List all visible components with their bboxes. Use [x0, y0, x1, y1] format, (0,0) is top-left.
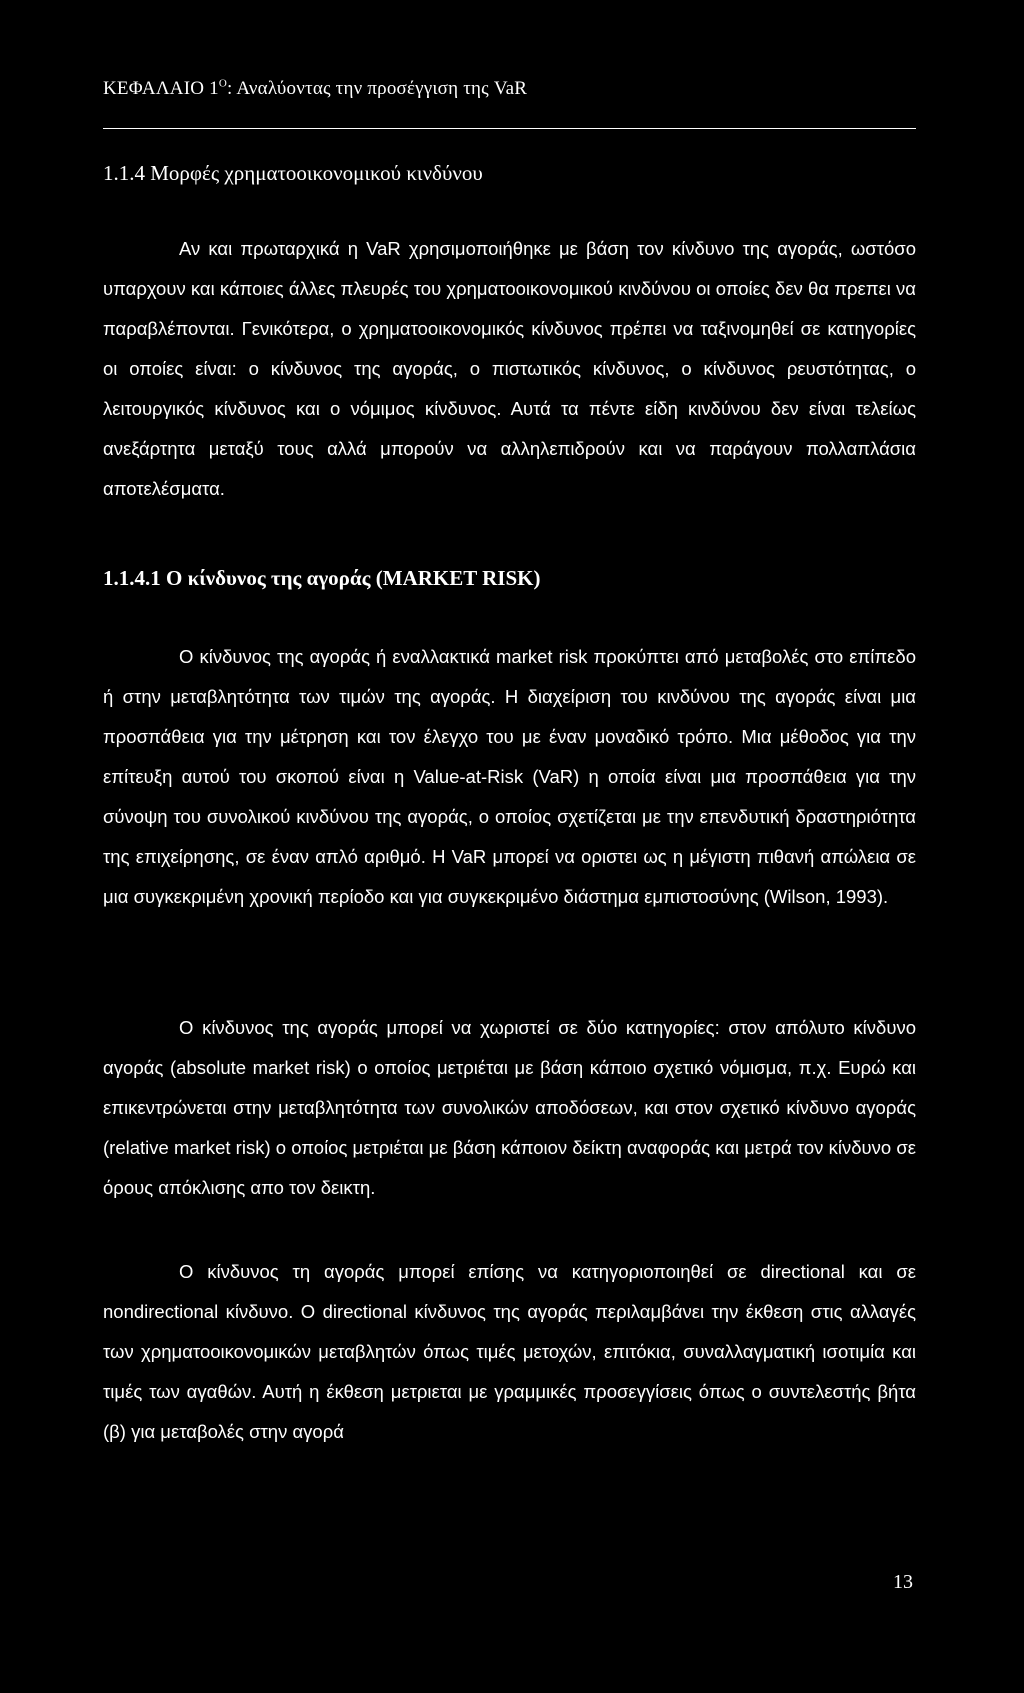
subsection-paragraph-2: Ο κίνδυνος της αγοράς μπορεί να χωριστεί σε δύο κατηγορίες: στον απόλυτο κίνδυνο αγοράς (absolute market risk) ο οποίος μετριέται με βάση κάποιο σχετικό νόμισμα, π.χ. Ευρώ και επικεντρώνεται στην μεταβλητότητα των συνολικών αποδόσεων, και στον σχετικό κίνδυνο αγοράς (relative market risk) ο οποίος μετριέται με βάση κάποιον δείκτη αναφοράς και μετρά τον κίνδυνο σε όρους απόκλισης απο τον δεικτη. [103, 1017, 916, 1198]
subsection-heading: 1.1.4.1 Ο κίνδυνος της αγοράς (MARKET RISK) [103, 566, 541, 590]
section-heading: 1.1.4 Μορφές χρηματοοικονομικού κινδύνου [103, 161, 483, 185]
section-paragraph: Αν και πρωταρχικά η VaR χρησιμοποιήθηκε με βάση τον κίνδυνο της αγοράς, ωστόσο υπαρχουν και κάποιες άλλες πλευρές του χρηματοοικονομικού κινδύνου οι οποίες δεν θα πρεπει να παραβλέπονται. Γενικότερα, ο χρηματοοικονομικός κίνδυνος πρέπει να ταξινομηθεί σε κατηγορίες οι οποίες είναι: ο κίνδυνος της αγοράς, ο πιστωτικός κίνδυνος, ο κίνδυνος ρευστότητας, ο λειτουργικός κίνδυνος και ο νόμιμος κίνδυνος. Αυτά τα πέντε είδη κινδύνου δεν είναι τελείως ανεξάρτητα μεταξύ τους αλλά μπορούν να αλληλεπιδρούν και να παράγουν πολλαπλάσια αποτελέσματα. [103, 238, 916, 499]
page-number: 13 [893, 1571, 913, 1593]
subsection-paragraph-1: Ο κίνδυνος της αγοράς ή εναλλακτικά market risk προκύπτει από μεταβολές στο επίπεδο ή στην μεταβλητότητα των τιμών της αγοράς. Η διαχείριση του κινδύνου της αγοράς είναι μια προσπάθεια για την μέτρηση και τον έλεγχο του με έναν μοναδικό τρόπο. Μια μέθοδος για την επίτευξη αυτού του σκοπού είναι η Value-at-Risk (VaR) η οποία είναι μια προσπάθεια για την σύνοψη του συνολικού κινδύνου της αγοράς, ο οποίος σχετίζεται με την επενδυτική δραστηριότητα της επιχείρησης, σε έναν απλό αριθμό. Η VaR μπορεί να οριστει ως η μέγιστη πιθανή απώλεια σε μια συγκεκριμένη χρονική περίοδο και για συγκεκριμένο διάστημα εμπιστοσύνης (Wilson, 1993). [103, 646, 916, 907]
subsection-paragraph-3: Ο κίνδυνος τη αγοράς μπορεί επίσης να κατηγοριοποιηθεί σε directional και σε nondirectional κίνδυνο. Ο directional κίνδυνος της αγοράς περιλαμβάνει την έκθεση στις αλλαγές των χρηματοοικονομικών μεταβλητών όπως τιμές μετοχών, επιτόκια, συναλλαγματική ισοτιμία και τιμές των αγαθών. Αυτή η έκθεση μετριεται με γραμμικές προσεγγίσεις όπως ο συντελεστής βήτα (β) για μεταβολές στην αγορά [103, 1261, 916, 1442]
chapter-superscript: Ο [218, 77, 227, 90]
chapter-title: : Αναλύοντας την προσέγγιση της VaR [226, 78, 528, 99]
running-header [103, 78, 527, 100]
header-divider [103, 128, 916, 129]
chapter-label: ΚΕΦΑΛΑΙΟ 1 [103, 78, 219, 99]
